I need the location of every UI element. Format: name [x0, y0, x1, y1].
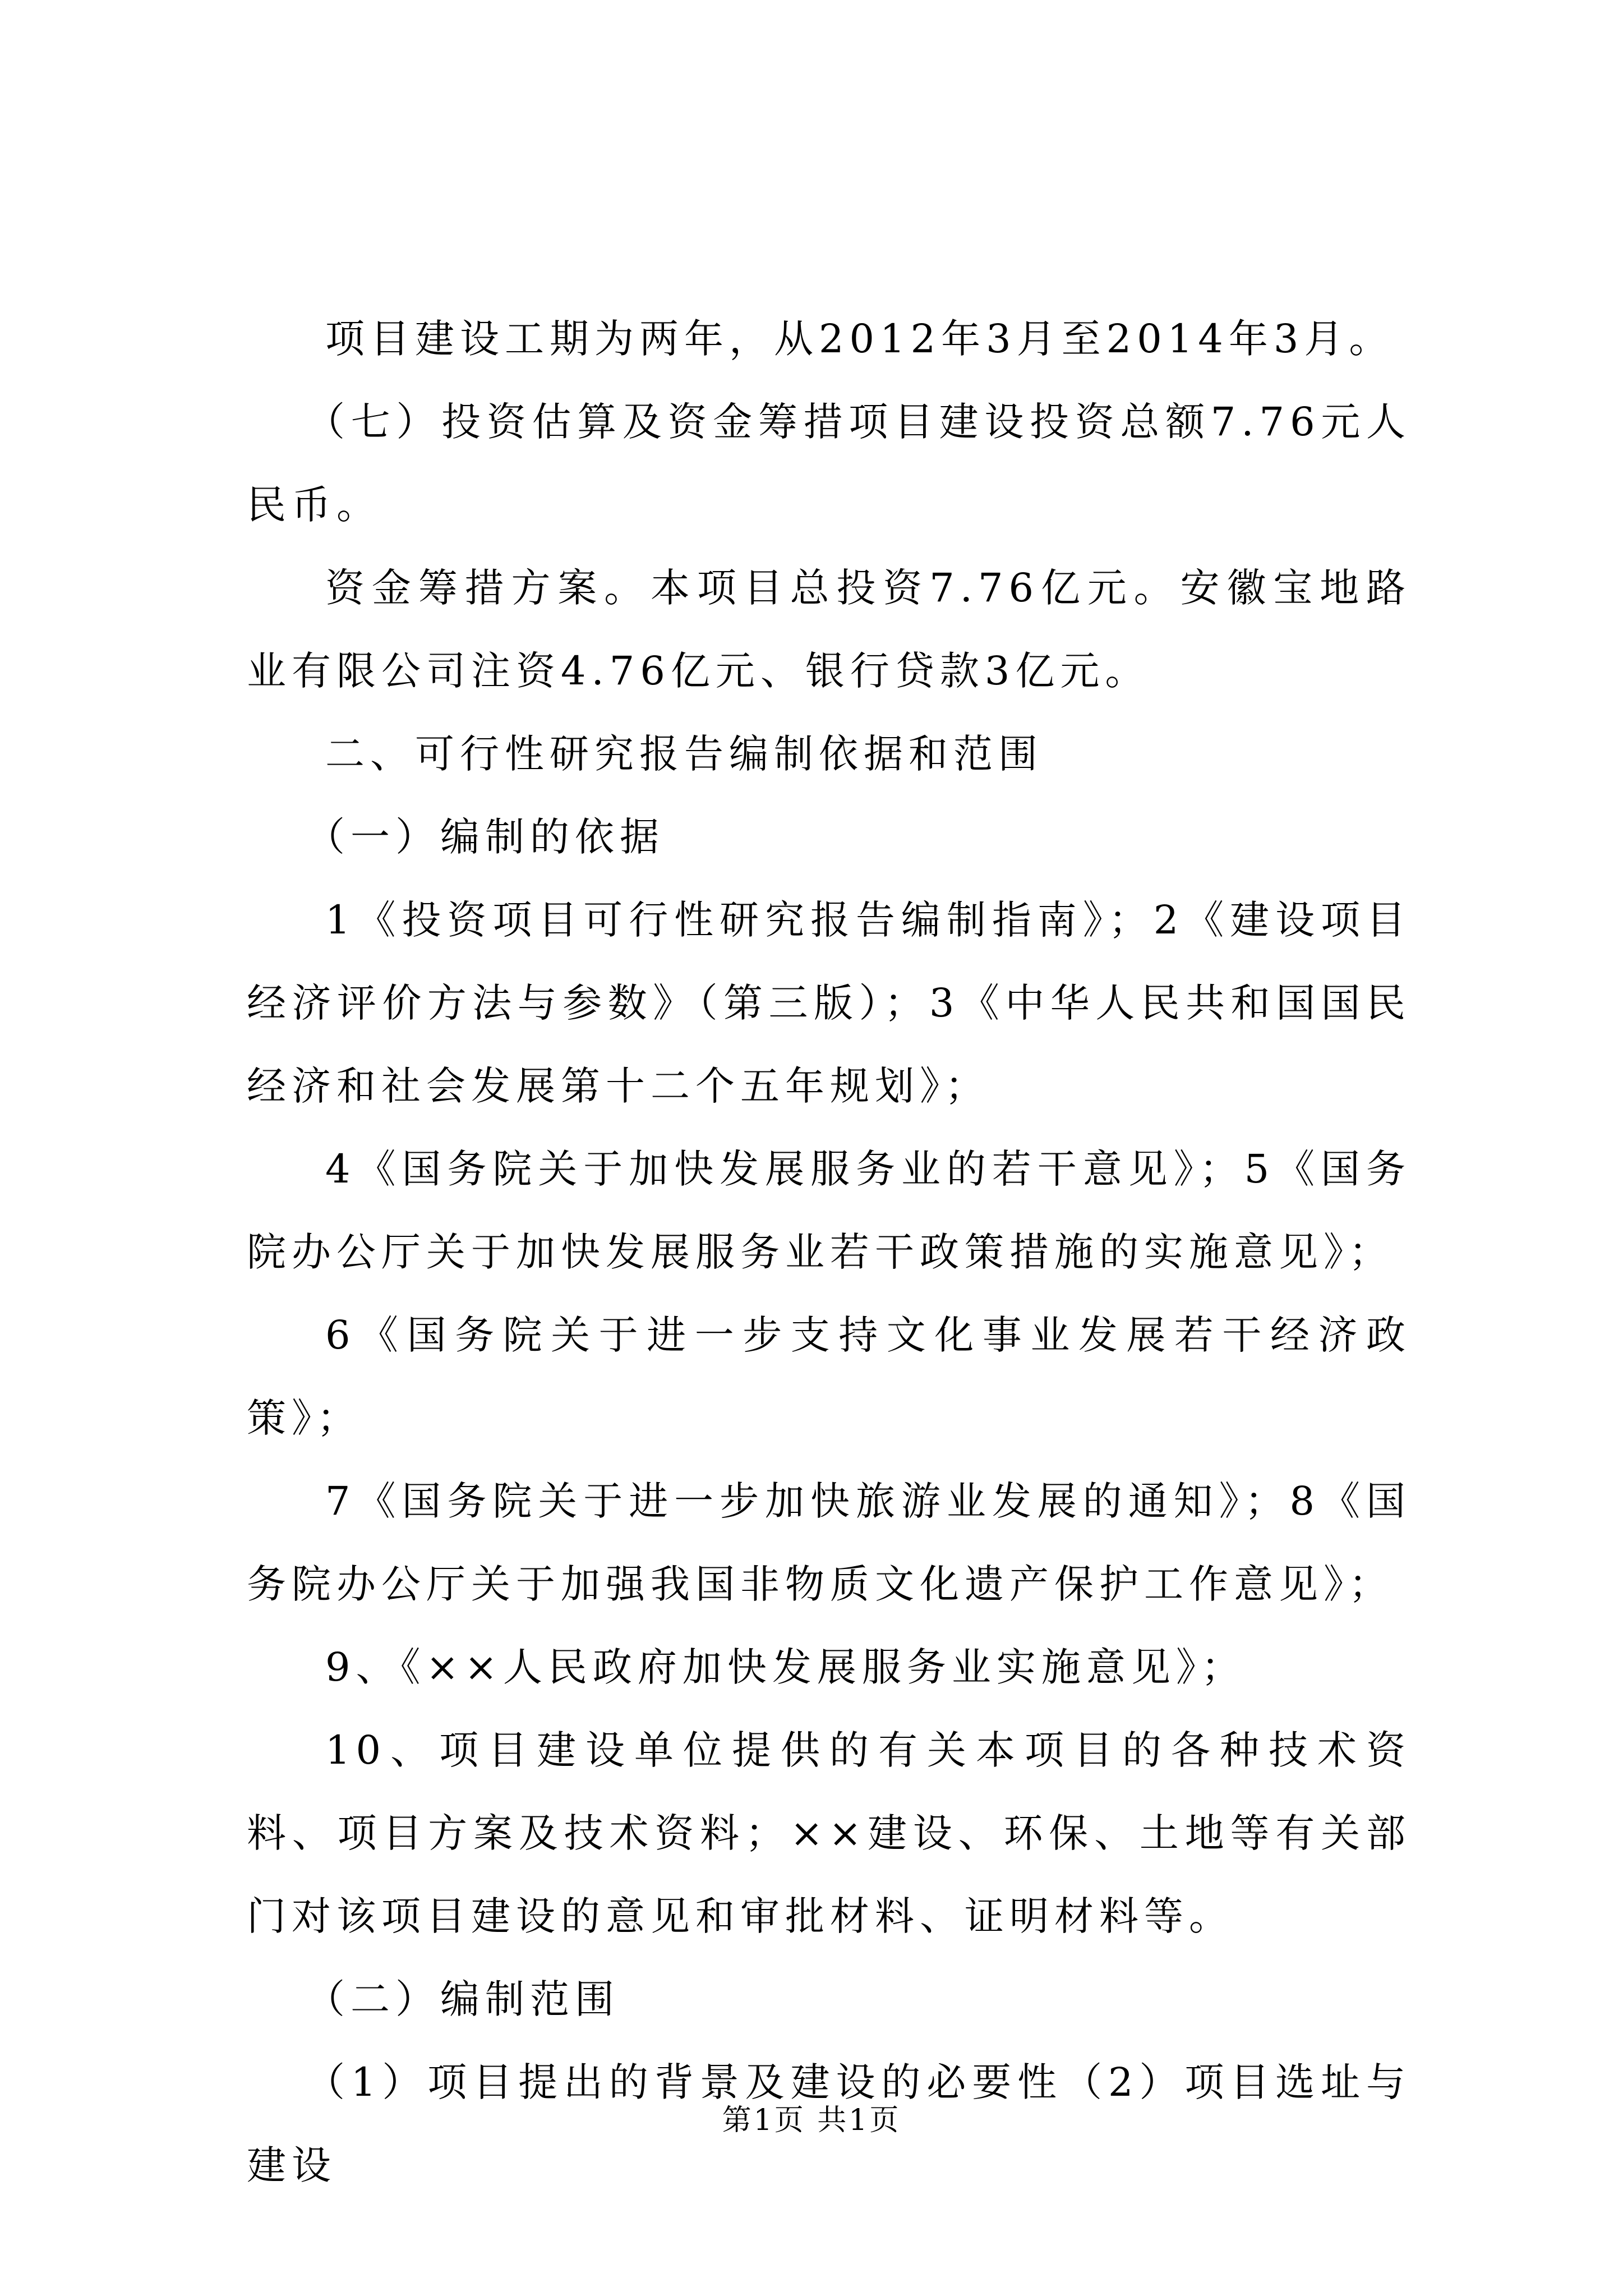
section-heading-basis-and-scope: 二、可行性研究报告编制依据和范围: [325, 731, 1043, 777]
subheading-scope: （二）编制范围: [306, 1976, 620, 2022]
paragraph-basis-item-10: 10、项目建设单位提供的有关本项目的各种技术资料、项目方案及技术资料；××建设、环保、土地等有关部门对该项目建设的意见和审批材料、证明材料等。: [247, 1727, 1411, 1939]
paragraph-basis-items-1-3: 1《投资项目可行性研究报告编制指南》；2《建设项目经济评价方法与参数》（第三版）；3《中华人民共和国国民经济和社会发展第十二个五年规划》；: [247, 897, 1411, 1109]
paragraph-basis-item-6: 6《国务院关于进一步支持文化事业发展若干经济政策》；: [247, 1312, 1411, 1441]
subheading-basis: （一）编制的依据: [306, 814, 665, 860]
paragraph-scope-items: （1）项目提出的背景及建设的必要性（2）项目选址与建设: [247, 2059, 1411, 2188]
paragraph-basis-items-4-5: 4《国务院关于加快发展服务业的若干意见》；5《国务院办公厅关于加快发展服务业若干政策措施的实施意见》；: [247, 1146, 1411, 1275]
paragraph-funding-plan: 资金筹措方案。本项目总投资7.76亿元。安徽宝地路业有限公司注资4.76亿元、银行贷款3亿元。: [247, 565, 1411, 694]
page-footer: 第1页 共1页: [722, 2104, 901, 2137]
document-body: [247, 297, 1411, 2207]
paragraph-basis-item-9: 9、《××人民政府加快发展服务业实施意见》；: [325, 1644, 1246, 1690]
paragraph-investment-estimate: （七）投资估算及资金筹措项目建设投资总额7.76元人民币。: [247, 399, 1411, 528]
paragraph-construction-period: 项目建设工期为两年，从2012年3月至2014年3月。: [325, 316, 1394, 362]
paragraph-basis-items-7-8: 7《国务院关于进一步加快旅游业发展的通知》；8《国务院办公厅关于加强我国非物质文化遗产保护工作意见》；: [247, 1478, 1411, 1607]
